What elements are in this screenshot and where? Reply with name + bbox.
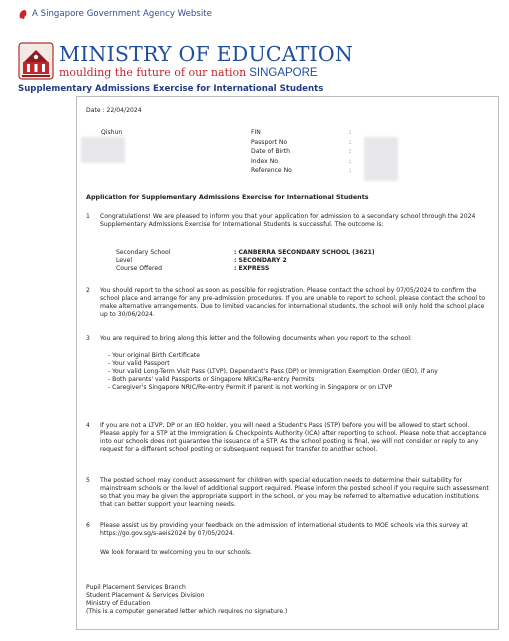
- ministry-title: MINISTRY OF EDUCATION: [59, 42, 354, 66]
- paragraph-4: [86, 422, 491, 454]
- document-item: - Your valid Passport: [108, 360, 170, 367]
- redacted-address: [81, 137, 125, 163]
- paragraph-number: 4: [86, 422, 90, 429]
- closing-line: [86, 549, 491, 557]
- field-reference: Reference No :: [251, 167, 357, 177]
- field-dob: Date of Birth :: [251, 148, 357, 158]
- paragraph-3: [86, 335, 491, 343]
- student-details: [251, 129, 357, 177]
- paragraph-1: [86, 213, 491, 229]
- paragraph-text: You should report to the school as soon as possible for registration. Please contact the school by 07/05/2024 to confirm the school place and arrange for any pre-admission procedures. If you are unable to report to school, please contact the school to make alternative arrangements. Due to limited vacancies for international students, the school will only hold the school place up to 30/06/2024.: [100, 287, 486, 318]
- paragraph-number: 3: [86, 335, 90, 342]
- paragraph-number: 6: [86, 522, 90, 529]
- letter-footer: [86, 584, 287, 616]
- required-documents: [86, 352, 491, 392]
- document-item: - Your valid Long-Term Visit Pass (LTVP), Dependant's Pass (DP) or Immigration Exemption Order (IEO), if any: [108, 368, 438, 375]
- footer-branch: Pupil Placement Services Branch: [86, 584, 186, 591]
- paragraph-number: 1: [86, 213, 90, 220]
- paragraph-text: Congratulations! We are pleased to inform you that your application for admission to a secondary school through the 2024 Supplementary Admissions Exercise for International Students is successful. The outcome is:: [100, 213, 476, 228]
- footer-note: (This is a computer generated letter which requires no signature.): [86, 608, 288, 615]
- document-item: - Your original Birth Certificate: [108, 352, 201, 359]
- placement-school: Secondary School : CANBERRA SECONDARY SCHOOL (3621): [116, 249, 375, 256]
- footer-division: Student Placement & Services Division: [86, 592, 205, 599]
- page-heading: Supplementary Admissions Exercise for International Students: [18, 84, 324, 94]
- placement-course: Course Offered : EXPRESS: [116, 265, 270, 272]
- document-item: - Both parents' valid Passports or Singapore NRICs/Re-entry Permits: [108, 376, 315, 383]
- ministry-tagline: [59, 66, 318, 80]
- footer-ministry: Ministry of Education: [86, 600, 151, 607]
- letter-date: Date : 22/04/2024: [86, 107, 142, 114]
- gov-banner: [18, 7, 212, 21]
- lion-head-icon: [18, 9, 28, 20]
- country-name: SINGAPORE: [249, 67, 318, 79]
- paragraph-2: [86, 287, 491, 319]
- paragraph-6: [86, 522, 491, 538]
- field-label: FIN: [251, 129, 261, 136]
- paragraph-number: 5: [86, 477, 90, 484]
- paragraph-number: 2: [86, 287, 90, 294]
- moe-crest-logo: [18, 42, 54, 80]
- paragraph-5: [86, 477, 491, 509]
- paragraph-text: The posted school may conduct assessment for children with special education needs to determine their suitability for mainstream schools or the level of additional support required. Please inform the posted school if you require such assessment so that you may be given the appropriate support in the school, or you may be referred to alternative education institutions that can better support your learning needs.: [100, 477, 489, 508]
- field-label: Date of Birth: [251, 148, 290, 156]
- gov-banner-text: A Singapore Government Agency Website: [32, 9, 212, 19]
- document-item: - Caregiver's Singapore NRIC/Re-entry Permit if parent is not working in Singapore or on LTVP: [108, 384, 393, 391]
- letter-subject: Application for Supplementary Admissions Exercise for International Students: [86, 193, 369, 201]
- field-index: Index No :: [251, 158, 357, 168]
- redacted-details: [364, 137, 398, 181]
- tagline-text: moulding the future of our nation: [59, 66, 247, 79]
- admission-letter: [76, 96, 499, 630]
- field-label: Reference No: [251, 167, 292, 175]
- paragraph-text: If you are not a LTVP, DP or an IEO holder, you will need a Student's Pass (STP) before you will be allowed to start school. Please apply for a STP at the Immigration & Checkpoints Authority (ICA) after reporting to school. Please note that acceptance into our schools does not guarantee the issuance of a STP. As the school posting is final, we will not consider or reply to any request for a different school posting or subsequent request for transfer to another school.: [100, 422, 487, 453]
- field-label: Index No: [251, 157, 278, 165]
- field-label: Passport No: [251, 138, 288, 146]
- closing-text: We look forward to welcoming you to our schools.: [100, 549, 252, 556]
- paragraph-text: Please assist us by providing your feedback on the admission of international students to MOE schools via this survey at https://go.gov.sg/s-aeis2024 by 07/05/2024.: [100, 522, 468, 537]
- paragraph-text: You are required to bring along this letter and the following documents when you report to the school:: [100, 335, 412, 342]
- student-name: Qishun: [101, 129, 123, 136]
- placement-level: Level : SECONDARY 2: [116, 257, 287, 264]
- field-passport: Passport No :: [251, 139, 357, 149]
- field-fin: FIN :: [251, 129, 357, 139]
